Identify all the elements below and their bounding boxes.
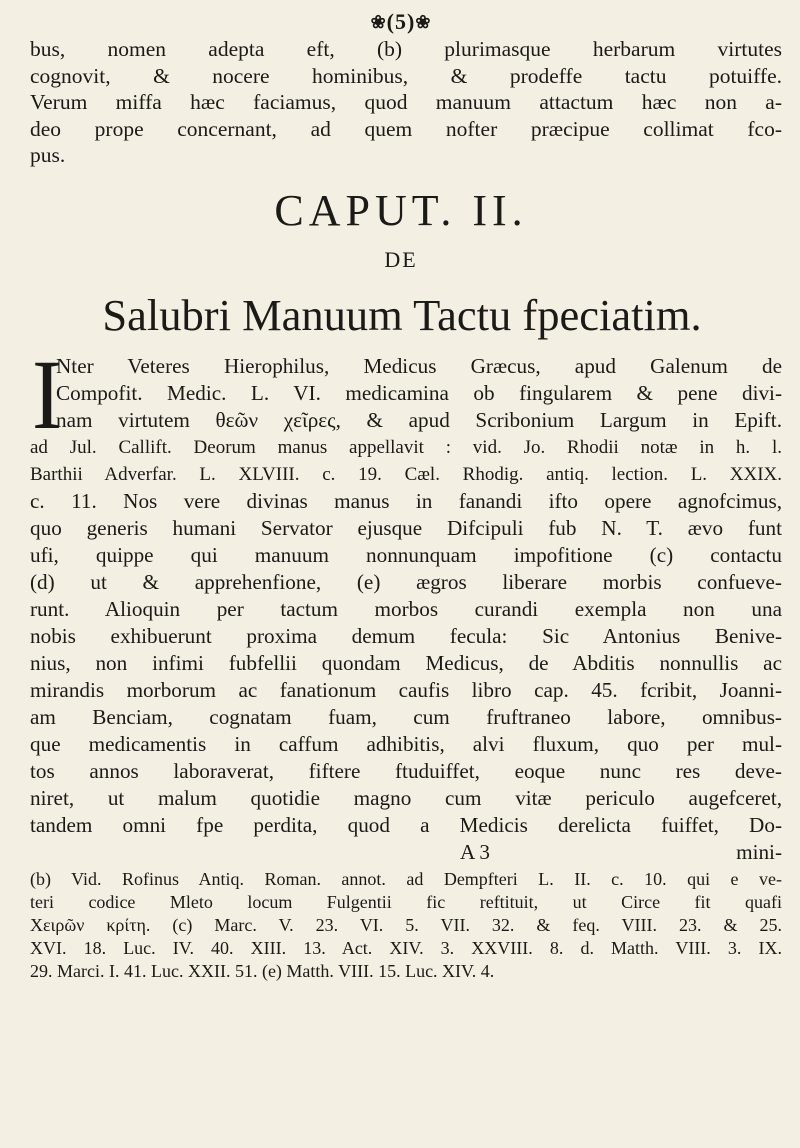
text-line: tos annos laboraverat, fiftere ftuduiffet, eoque nunc res deve- (30, 758, 782, 783)
footnote-line: teri codice Mleto locum Fulgentii fic reftituit, ut Circe fit quafi (30, 891, 782, 912)
text-line: Verum miffa hæc faciamus, quod manuum attactum hæc non a- (30, 90, 782, 114)
text-line: Barthii Adverfar. L. XLVIII. c. 19. Cæl. Rhodig. antiq. lection. L. XXIX. (30, 463, 782, 485)
main-paragraph (30, 338, 782, 866)
text-line: nius, non infimi fubfellii quondam Medicus, de Abditis nonnullis ac (30, 650, 782, 675)
text-line: tandem omni fpe perdita, quod a Medicis derelicta fuiffet, Do- (30, 812, 782, 837)
catchword: mini- (736, 839, 782, 864)
intro-paragraph (30, 36, 782, 169)
text-line: Compofit. Medic. L. VI. medicamina ob fingularem & pene divi- (56, 380, 782, 405)
footnote-line: XVI. 18. Luc. IV. 40. XIII. 13. Act. XIV. 3. XXVIII. 8. d. Matth. VIII. 3. IX. (30, 937, 782, 958)
footnote-line: 29. Marci. I. 41. Luc. XXII. 51. (e) Matth. VIII. 15. Luc. XIV. 4. (30, 960, 495, 981)
footnote-line: (b) Vid. Rofinus Antiq. Roman. annot. ad Dempfteri L. II. c. 10. qui e ve- (30, 868, 782, 889)
page-header (20, 8, 782, 36)
text-line: ad Jul. Callift. Deorum manus appellavit : vid. Jo. Rhodii notæ in h. l. (30, 436, 782, 458)
signature-mark: A 3 (460, 839, 491, 864)
text-line: c. 11. Nos vere divinas manus in fanandi ifto opere agnofcimus, (30, 488, 782, 513)
text-line: ufi, quippe qui manuum nonnunquam impofitione (c) contactu (30, 542, 782, 567)
footnote-line: Χειρῶν κρίτη. (c) Marc. V. 23. VI. 5. VII. 32. & feq. VIII. 23. & 25. (30, 914, 782, 935)
text-line: (d) ut & apprehenfione, (e) ægros liberare morbis confueve- (30, 569, 782, 594)
text-line: runt. Alioquin per tactum morbos curandi exempla non una (30, 596, 782, 621)
text-line: cognovit, & nocere hominibus, & prodeffe tactu potuiffe. (30, 63, 782, 88)
text-line: que medicamentis in caffum adhibitis, alvi fluxum, quo per mul- (30, 731, 782, 756)
fleuron-left-icon: ❀ (370, 12, 387, 32)
drop-cap: I (32, 338, 62, 450)
text-line: niret, ut malum quotidie magno cum vitæ periculo augefceret, (30, 785, 782, 810)
text-line: nobis exhibuerunt proxima demum fecula: Sic Antonius Benive- (30, 623, 782, 648)
text-line: pus. (30, 143, 66, 167)
text-line: quo generis humani Servator ejusque Difcipuli fub N. T. ævo funt (30, 515, 782, 540)
footnotes (30, 868, 782, 983)
catchword-line (30, 839, 782, 866)
fleuron-right-icon: ❀ (415, 12, 432, 32)
chapter-de: DE (384, 246, 418, 272)
page-number: (5) (386, 9, 416, 34)
text-line: mirandis morborum ac fanationum caufis libro cap. 45. fcribit, Joanni- (30, 677, 782, 702)
text-line: nam virtutem θεῶν χεῖρες, & apud Scribonium Largum in Epift. (56, 407, 782, 432)
text-line: bus, nomen adepta eft, (b) plurimasque herbarum virtutes (30, 37, 782, 61)
chapter-heading: CAPUT. II. (274, 185, 528, 235)
text-line: deo prope concernant, ad quem nofter præcipue collimat fco- (30, 116, 782, 141)
text-line: am Benciam, cognatam fuam, cum fruftraneo labore, omnibus- (30, 704, 782, 729)
text-line: Nter Veteres Hierophilus, Medicus Græcus, apud Galenum de (56, 353, 782, 378)
chapter-title: Salubri Manuum Tactu fpeciatim. (102, 289, 702, 340)
